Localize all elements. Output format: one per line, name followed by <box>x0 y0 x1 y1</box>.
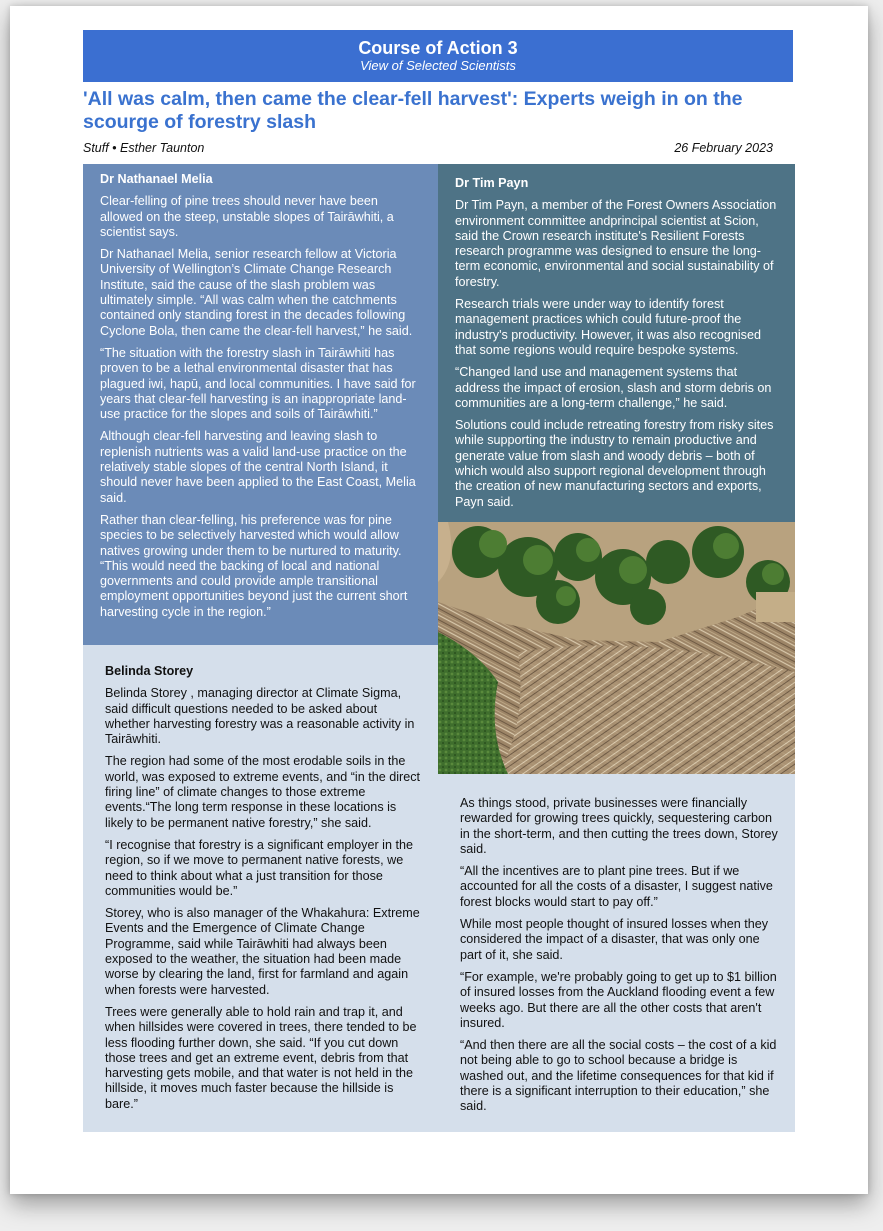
storey-section <box>83 645 438 1132</box>
article-date: 26 February 2023 <box>674 141 773 155</box>
payn-paragraph: Solutions could include retreating forestry from risky sites while supporting the industry to remain productive and generate value from slash and woody debris – both of which would also support regional development through the creation of new manufacturing sectors and exports, Payn said. <box>455 418 774 509</box>
storey-continued-section <box>438 774 795 1132</box>
course-of-action-banner <box>83 30 793 82</box>
storey-paragraph: “I recognise that forestry is a significant employer in the region, so if we move to permanent native forests, we need to think about what a just transition for those communities would be.” <box>105 837 413 898</box>
melia-name: Dr Nathanael Melia <box>100 172 213 186</box>
melia-paragraph: “The situation with the forestry slash in Tairāwhiti has proven to be a lethal environmental disaster that has plagued iwi, hapū, and local communities. I have said for years that clear-fell harvesting is an inappropriate land-use practice for the slopes and soils of Tairāwhiti.” <box>100 345 416 422</box>
payn-paragraph: “Changed land use and management systems that address the impact of erosion, slash and storm debris on communities are a long-term challenge,” he said. <box>455 365 772 410</box>
storey-paragraph: Storey, who is also manager of the Whakahura: Extreme Events and the Emergence of Climate Change Programme, said while Tairāwhiti had always been exposed to the weather, the situation had been made worse by clearing the land, first for farmland and again when forests were harvested. <box>105 906 420 997</box>
storey-paragraph: “For example, we're probably going to get up to $1 billion of insured losses from the Auckland flooding event a few weeks ago. But there are all the other costs that aren't insured. <box>460 969 777 1030</box>
payn-section <box>438 164 795 522</box>
storey-paragraph: Trees were generally able to hold rain and trap it, and when hillsides were covered in trees, there tended to be less flooding further down, she said. “If you cut down those trees and get an extreme event, debris from that harvesting gets mobile, and that water is not held in the hillside, it moves much faster because the hillside is bare.” <box>105 1004 417 1111</box>
document-page <box>10 6 868 1194</box>
payn-paragraph: Dr Tim Payn, a member of the Forest Owners Association environment committee andprincipal scientist at Scion, said the Crown research institute's Resilient Forests research programme was designed to ensure the long-term economic, environmental and social sustainability of forestry. <box>455 198 777 289</box>
payn-name: Dr Tim Payn <box>455 176 529 190</box>
melia-paragraph: Clear-felling of pine trees should never have been allowed on the steep, unstable slopes of Tairāwhiti, a scientist says. <box>100 194 394 239</box>
forestry-slash-image <box>438 522 795 774</box>
storey-paragraph: “All the incentives are to plant pine trees. But if we accounted for all the costs of a disaster, I suggest native forest blocks would start to pay off.” <box>460 864 773 909</box>
storey-paragraph: As things stood, private businesses were financially rewarded for growing trees quickly, sequestering carbon in the short-term, and then cutting the trees down, Storey said. <box>460 796 778 856</box>
melia-paragraph: Rather than clear-felling, his preference was for pine species to be selectively harvested which would allow natives growing under them to be nurtured to maturity. “This would need the backing of local and national governments and could provide ample transitional employment opportunities beyond just the current short harvesting cycle in the region.” <box>100 512 408 619</box>
banner-title: Course of Action 3 <box>358 38 518 58</box>
payn-paragraph: Research trials were under way to identify forest management practices which could future-proof the industry's productivity. However, it was also recognised that some regions would require bespoke systems. <box>455 297 761 357</box>
storey-paragraph: The region had some of the most erodable soils in the world, was exposed to extreme events, and “in the direct firing line” of climate changes to those extreme events.“The long term response in these locations is likely to be permanent native forestry,” she said. <box>105 754 421 830</box>
storey-name: Belinda Storey <box>105 664 194 678</box>
forestry-slash-photo <box>438 522 795 774</box>
byline <box>83 141 773 155</box>
storey-paragraph: Belinda Storey , managing director at Climate Sigma, said difficult questions needed to be asked about whether harvesting forestry was a reasonable activity in Tairāwhiti. <box>105 686 415 747</box>
article-headline: 'All was calm, then came the clear-fell harvest': Experts weigh in on the scourge of forestry slash <box>83 88 743 133</box>
banner-subtitle: View of Selected Scientists <box>360 58 516 73</box>
storey-paragraph: While most people thought of insured losses when they considered the impact of a disaster, that was only one part of it, she said. <box>460 917 769 962</box>
storey-paragraph: “And then there are all the social costs – the cost of a kid not being able to go to school because a bridge is washed out, and the lifetime consequences for that kid if there is a significant interruption to their education,” she said. <box>460 1038 777 1114</box>
article-source: Stuff • Esther Taunton <box>83 141 205 155</box>
melia-paragraph: Dr Nathanael Melia, senior research fellow at Victoria University of Wellington’s Climate Change Research Institute, said the cause of the slash problem was ultimately simple. “All was calm when the catchments contained only standing forest in the decades following Cyclone Bola, then came the clear-fell harvest,” he said. <box>100 247 413 338</box>
melia-section <box>83 164 438 645</box>
melia-paragraph: Although clear-fell harvesting and leaving slash to replenish nutrients was a valid land-use practice on the relatively stable slopes of the central North Island, it should never have been applied to the East Coast, Melia said. <box>100 429 416 505</box>
